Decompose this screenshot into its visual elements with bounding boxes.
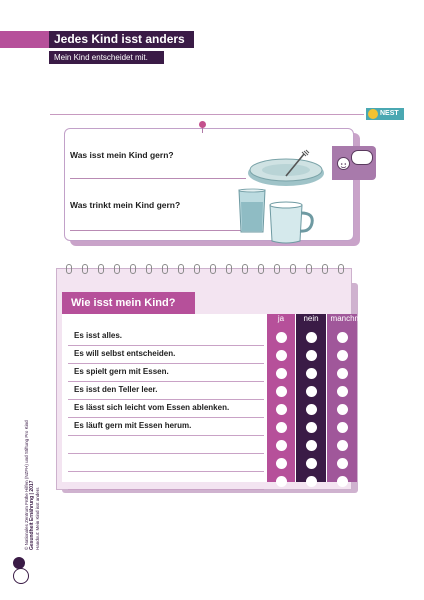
column-header-nein: nein <box>303 314 319 323</box>
spiral-ring <box>98 264 104 274</box>
plate-with-fork-icon <box>246 148 330 190</box>
checkbox-ja[interactable] <box>276 386 287 397</box>
page-title: Jedes Kind isst anders <box>49 31 194 48</box>
divider-line <box>50 114 364 115</box>
spiral-ring <box>274 264 280 274</box>
row-statement: Es spielt gern mit Essen. <box>74 367 169 376</box>
spiral-ring <box>130 264 136 274</box>
row-line <box>68 381 264 382</box>
checkbox-nein[interactable] <box>306 458 317 469</box>
checkbox-ja[interactable] <box>276 476 287 487</box>
checkbox-manchmal[interactable] <box>337 386 348 397</box>
footer-circle-icon <box>13 568 29 584</box>
checkbox-manchmal[interactable] <box>337 368 348 379</box>
question-drink: Was trinkt mein Kind gern? <box>70 200 181 210</box>
checkbox-ja[interactable] <box>276 350 287 361</box>
spiral-ring <box>306 264 312 274</box>
checkbox-nein[interactable] <box>306 404 317 415</box>
checkbox-ja[interactable] <box>276 440 287 451</box>
row-line <box>68 453 264 454</box>
spiral-ring <box>290 264 296 274</box>
pin-icon <box>199 121 206 128</box>
spiral-ring <box>226 264 232 274</box>
checkbox-nein[interactable] <box>306 350 317 361</box>
checkbox-manchmal[interactable] <box>337 458 348 469</box>
answer-line-drink[interactable] <box>70 230 246 231</box>
checkbox-manchmal[interactable] <box>337 476 348 487</box>
checkbox-ja[interactable] <box>276 332 287 343</box>
checkbox-nein[interactable] <box>306 476 317 487</box>
spiral-ring <box>338 264 344 274</box>
row-statement: Es isst alles. <box>74 331 123 340</box>
checkbox-manchmal[interactable] <box>337 332 348 343</box>
checkbox-nein[interactable] <box>306 422 317 433</box>
spiral-ring <box>178 264 184 274</box>
row-statement: Es lässt sich leicht vom Essen ablenken. <box>74 403 230 412</box>
row-line <box>68 471 264 472</box>
nest-logo: NEST <box>366 108 404 120</box>
question-eat: Was isst mein Kind gern? <box>70 150 174 160</box>
row-line <box>68 345 264 346</box>
row-statement: Es will selbst entscheiden. <box>74 349 176 358</box>
page-subtitle: Mein Kind entscheidet mit. <box>49 51 164 64</box>
footer-line-2: Gesundheit Ernährung | 2017 <box>29 480 35 550</box>
nest-sun-icon <box>368 109 378 119</box>
spiral-ring <box>242 264 248 274</box>
row-line <box>68 435 264 436</box>
checkbox-nein[interactable] <box>306 332 317 343</box>
checkbox-nein[interactable] <box>306 386 317 397</box>
footer-line-1: © Nationales Zentrum Frühe Hilfen (NZFH) und Stiftung Pro Kind <box>24 420 29 550</box>
cup-icon <box>268 201 316 245</box>
checkbox-manchmal[interactable] <box>337 350 348 361</box>
row-statement: Es läuft gern mit Essen herum. <box>74 421 192 430</box>
row-line <box>68 399 264 400</box>
checkbox-ja[interactable] <box>276 404 287 415</box>
row-line <box>68 417 264 418</box>
footer-credits <box>24 380 40 550</box>
smiley-icon <box>337 157 350 170</box>
spiral-ring <box>162 264 168 274</box>
checkbox-ja[interactable] <box>276 458 287 469</box>
spiral-ring <box>210 264 216 274</box>
checkbox-nein[interactable] <box>306 368 317 379</box>
spiral-ring <box>258 264 264 274</box>
spiral-ring <box>114 264 120 274</box>
row-line <box>68 363 264 364</box>
spiral-ring <box>66 264 72 274</box>
checkbox-nein[interactable] <box>306 440 317 451</box>
checkbox-manchmal[interactable] <box>337 440 348 451</box>
spiral-ring <box>146 264 152 274</box>
glass-icon <box>237 188 267 234</box>
checkbox-ja[interactable] <box>276 368 287 379</box>
column-header-manchmal: manchmal <box>330 314 368 323</box>
checkbox-ja[interactable] <box>276 422 287 433</box>
row-line <box>68 489 264 490</box>
spiral-ring <box>322 264 328 274</box>
spiral-ring <box>82 264 88 274</box>
checkbox-manchmal[interactable] <box>337 404 348 415</box>
checkbox-manchmal[interactable] <box>337 422 348 433</box>
row-statement: Es isst den Teller leer. <box>74 385 158 394</box>
spiral-ring <box>194 264 200 274</box>
column-header-ja: ja <box>277 314 285 323</box>
checklist-title: Wie isst mein Kind? <box>62 292 195 314</box>
answer-line-eat[interactable] <box>70 178 246 179</box>
speech-bubble-icon <box>351 150 373 165</box>
footer-line-3: Handout: Mein Kind isst anders <box>35 487 40 550</box>
